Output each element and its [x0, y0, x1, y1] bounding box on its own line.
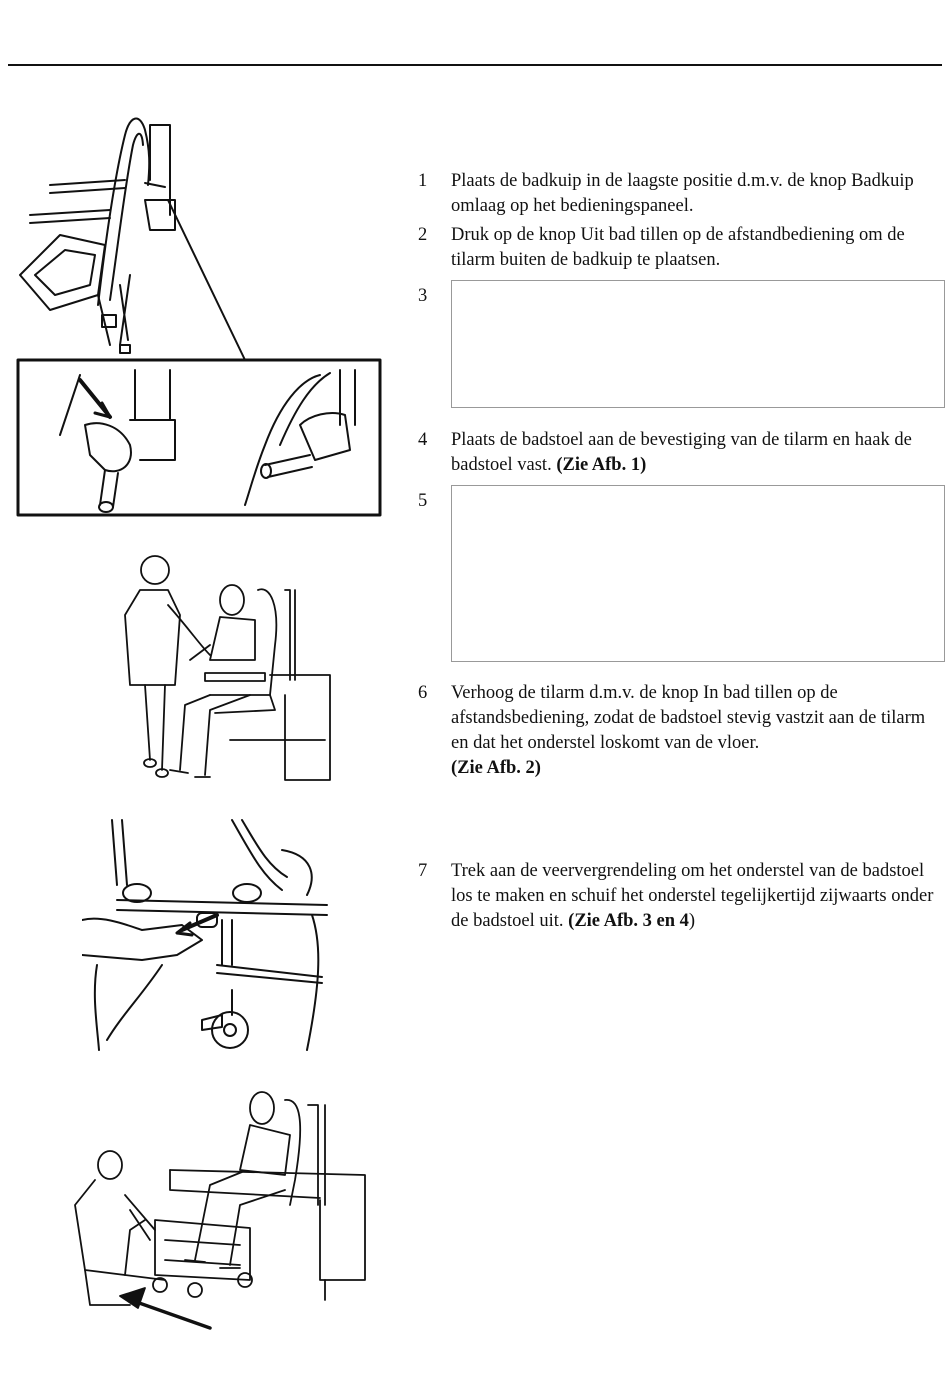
- step-text: Verhoog de tilarm d.m.v. de knop In bad tillen op de afstandsbediening, zodat de badstoel stevig vastzit aan de tilarm en dat het onderstel loskomt van de vloer. (Zie Afb. 2): [451, 683, 926, 778]
- step-7: [418, 859, 940, 934]
- step-number: 5: [418, 491, 428, 511]
- step-1: [418, 169, 940, 219]
- figure-reference: (Zie Afb. 2): [451, 758, 541, 778]
- step-6: [418, 681, 940, 781]
- step-3-placeholder-box: [451, 280, 945, 408]
- step-number: 2: [418, 225, 428, 245]
- step-5-placeholder-box: [451, 485, 945, 662]
- step-number: 7: [418, 861, 428, 881]
- figure-reference: (Zie Afb. 1): [556, 455, 647, 475]
- caregiver-attaching-chair-illustration: [110, 545, 340, 795]
- step-text: Trek aan de veervergrendeling om het onderstel van de badstoel los te maken en schuif het onderstel tegelijkertijd zijwaarts onder de badstoel uit. (Zie Afb. 3 en 4): [451, 861, 934, 931]
- spring-lock-release-illustration: [82, 815, 332, 1055]
- step-number: 6: [418, 683, 428, 703]
- header-rule: [8, 64, 942, 66]
- step-text: Druk op de knop Uit bad tillen op de afstandbediening om de tilarm buiten de badkuip te plaatsen.: [451, 225, 905, 270]
- removing-undercarriage-illustration: [70, 1080, 380, 1335]
- step-text: Plaats de badstoel aan de bevestiging van de tilarm en haak de badstoel vast. (Zie Afb. 1): [451, 430, 912, 475]
- step-number: 1: [418, 171, 428, 191]
- step-text: Plaats de badkuip in de laagste positie d.m.v. de knop Badkuip omlaag op het bedieningspaneel.: [451, 171, 914, 216]
- chair-hook-detail-illustration: [10, 105, 385, 520]
- figure-reference: (Zie Afb. 3 en 4: [568, 911, 689, 931]
- step-number: 4: [418, 430, 428, 450]
- step-number: 3: [418, 286, 428, 306]
- step-4: [418, 428, 940, 478]
- step-2: [418, 223, 940, 273]
